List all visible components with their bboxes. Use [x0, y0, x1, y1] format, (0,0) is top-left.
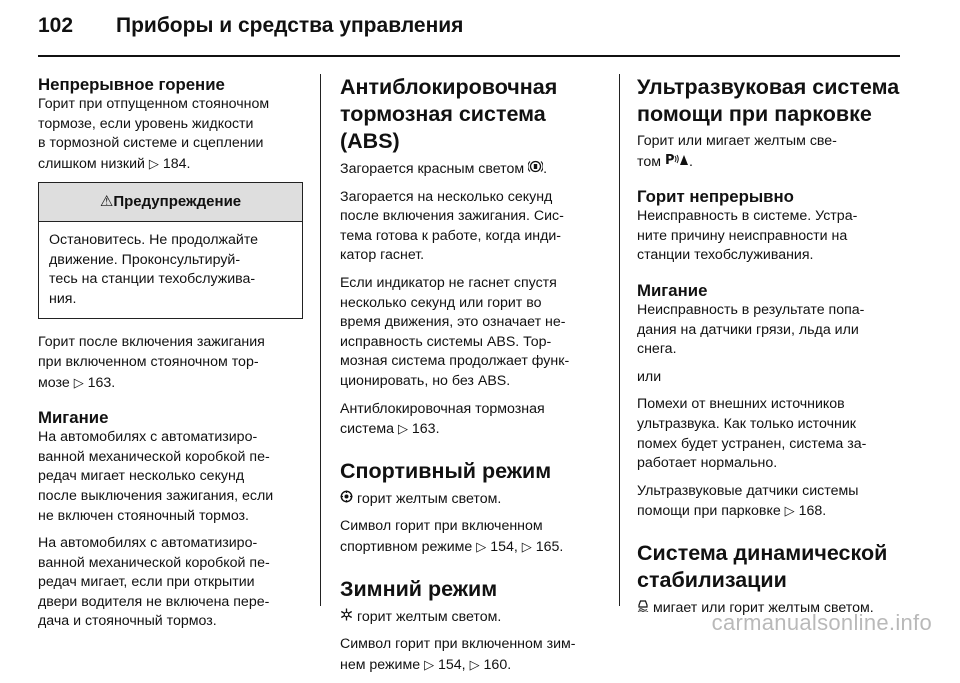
esp-skid-icon	[637, 598, 649, 618]
text-line: ните причину неисправности на	[637, 227, 848, 244]
section-heading: Мигание	[38, 408, 109, 428]
text-line: не включен стояночный тормоз.	[38, 507, 249, 524]
text-line: мозе	[38, 374, 70, 391]
page-reference[interactable]: 165.	[535, 538, 564, 555]
page-reference[interactable]: 154,	[490, 538, 518, 555]
section-heading: Мигание	[637, 280, 708, 300]
heading-line: стабилизации	[637, 567, 787, 592]
text-line: помех будет устранен, система за-	[637, 435, 867, 452]
page-reference[interactable]: 168.	[798, 503, 827, 520]
text-line: редач мигает, если при открытии	[38, 574, 255, 591]
heading-line: Ультразвуковая система	[637, 75, 900, 99]
page-reference-arrow-icon: ▷	[521, 538, 532, 554]
text-line: Помехи от внешних источников	[637, 396, 845, 413]
abs-indicator-icon	[528, 159, 543, 179]
warning-triangle-icon: ⚠	[99, 193, 114, 211]
text-line: дания на датчики грязи, льда или	[637, 321, 859, 338]
svg-text:P: P	[664, 152, 675, 166]
paragraph	[340, 635, 605, 675]
paragraph	[637, 482, 902, 522]
parking-assist-icon	[665, 152, 689, 172]
column-2	[340, 74, 605, 683]
text-line: мигает или горит желтым светом.	[652, 599, 874, 616]
section-heading: Спортивный режим	[340, 458, 552, 483]
winter-mode-icon	[340, 607, 353, 627]
column-3	[637, 74, 902, 627]
text-line: тесь на станции техобслужива-	[49, 271, 256, 288]
paragraph: Загорается красным светом .	[340, 161, 548, 177]
text-line: горит желтым светом.	[356, 490, 502, 507]
heading-line: Система динамической	[637, 540, 888, 565]
text-line: Горит или мигает желтым све-	[637, 133, 837, 149]
text-line: станции техобслуживания.	[637, 247, 814, 264]
text-line: ционировать, но без ABS.	[340, 372, 511, 389]
text-line: Загорается красным светом	[340, 161, 525, 177]
text-line: Если индикатор не гаснет спустя	[340, 274, 557, 291]
section-heading: Непрерывное горение	[38, 75, 225, 94]
text-line: работает нормально.	[637, 455, 778, 472]
text-line: после выключения зажигания, если	[38, 487, 274, 504]
column-1	[38, 74, 303, 640]
column-divider	[320, 74, 321, 606]
paragraph: или	[637, 368, 662, 385]
page-reference-arrow-icon: ▷	[73, 374, 84, 390]
text-line: после включения зажигания. Сис-	[340, 208, 564, 225]
column-divider	[619, 74, 620, 606]
paragraph	[38, 95, 303, 174]
paragraph	[637, 207, 902, 266]
text-line: мозная система продолжает функ-	[340, 353, 570, 370]
header-rule	[38, 55, 900, 57]
text-line: Символ горит при включенном	[340, 518, 543, 535]
text-line: катор гаснет.	[340, 247, 425, 264]
page-reference-arrow-icon: ▷	[148, 155, 159, 171]
text-line: тормозе, если уровень жидкости	[38, 115, 254, 132]
page-header	[38, 14, 463, 38]
section-heading: Горит непрерывно	[637, 187, 794, 207]
paragraph	[38, 333, 303, 393]
text-line: ванной механической коробкой пе-	[38, 448, 270, 465]
page-reference-arrow-icon: ▷	[424, 656, 435, 672]
text-line: система	[340, 421, 394, 438]
page-reference[interactable]: 154,	[438, 656, 466, 673]
page-title: Приборы и средства управления	[116, 14, 464, 37]
text-line: при включенном стояночном тор-	[38, 353, 259, 370]
text-line: горит желтым светом.	[356, 608, 502, 625]
paragraph	[340, 188, 605, 266]
text-line: Символ горит при включенном зим-	[340, 636, 576, 653]
text-line: Горит после включения зажигания	[38, 334, 265, 351]
page-reference-arrow-icon: ▷	[397, 421, 408, 437]
heading-line: Антиблокировочная	[340, 75, 558, 99]
text-line: ультразвука. Как только источник	[637, 415, 856, 432]
text-line: Неисправность в системе. Устра-	[637, 208, 858, 225]
text-line: исправность системы ABS. Тор-	[340, 333, 552, 350]
text-line: дача и стояночный тормоз.	[38, 613, 217, 630]
paragraph	[340, 489, 605, 510]
section-heading	[637, 74, 902, 128]
text-line: Загорается на несколько секунд	[340, 188, 553, 205]
text-line: На автомобилях с автоматизиро-	[38, 535, 258, 552]
heading-line: помощи при парковке	[637, 102, 872, 126]
section-heading	[637, 540, 902, 594]
text-line: помощи при парковке	[637, 503, 781, 520]
text-line: в тормозной системе и сцеплении	[38, 135, 264, 152]
text-line: ванной механической коробкой пе-	[38, 554, 270, 571]
page-number: 102	[38, 14, 74, 37]
text-line: Ультразвуковые датчики системы	[637, 482, 859, 499]
text-line: редач мигает несколько секунд	[38, 468, 245, 485]
text-line: Антиблокировочная тормозная	[340, 400, 545, 417]
text-line: снега.	[637, 341, 677, 358]
paragraph	[637, 301, 902, 360]
text-line: слишком низкий	[38, 155, 145, 172]
text-line: время движения, это означает не-	[340, 314, 566, 331]
paragraph	[38, 428, 303, 526]
text-line: несколько секунд или горит во	[340, 294, 542, 311]
page-reference-arrow-icon: ▷	[469, 656, 480, 672]
section-heading: Зимний режим	[340, 576, 498, 601]
page-reference-arrow-icon: ▷	[784, 503, 795, 519]
text-line: двери водителя не включена пере-	[38, 593, 270, 610]
heading-line: тормозная система (ABS)	[340, 102, 546, 153]
watermark: carmanualsonline.info	[711, 610, 932, 635]
paragraph	[637, 395, 902, 473]
text-line: Остановитесь. Не продолжайте	[49, 231, 259, 248]
text-line: тема готова к работе, когда инди-	[340, 227, 562, 244]
text-line: спортивном режиме	[340, 538, 473, 555]
paragraph	[340, 607, 605, 628]
text-line: движение. Проконсультируй-	[49, 251, 241, 268]
paragraph: Горит или мигает желтым све- том P .	[637, 133, 837, 170]
paragraph	[340, 274, 605, 392]
paragraph	[38, 534, 303, 632]
text-line: том	[637, 153, 661, 170]
page-reference[interactable]: 163.	[87, 374, 116, 391]
paragraph	[340, 517, 605, 557]
page-reference[interactable]: 184.	[162, 155, 191, 172]
page-reference[interactable]: 163.	[411, 421, 440, 438]
text-line: ния.	[49, 290, 77, 307]
sport-mode-icon	[340, 489, 353, 509]
text-line: нем режиме	[340, 656, 421, 673]
page-reference-arrow-icon: ▷	[476, 538, 487, 554]
page-reference[interactable]: 160.	[483, 656, 512, 673]
text-line: Горит при отпущенном стояночном	[38, 96, 270, 112]
warning-box	[38, 182, 303, 319]
text-line: На автомобилях с автоматизиро-	[38, 429, 258, 446]
paragraph	[340, 400, 605, 440]
warning-header	[39, 183, 302, 222]
text-line: Неисправность в результате попа-	[637, 301, 865, 318]
warning-title: Предупреждение	[113, 193, 242, 211]
warning-body	[39, 222, 302, 318]
section-heading	[340, 74, 605, 155]
